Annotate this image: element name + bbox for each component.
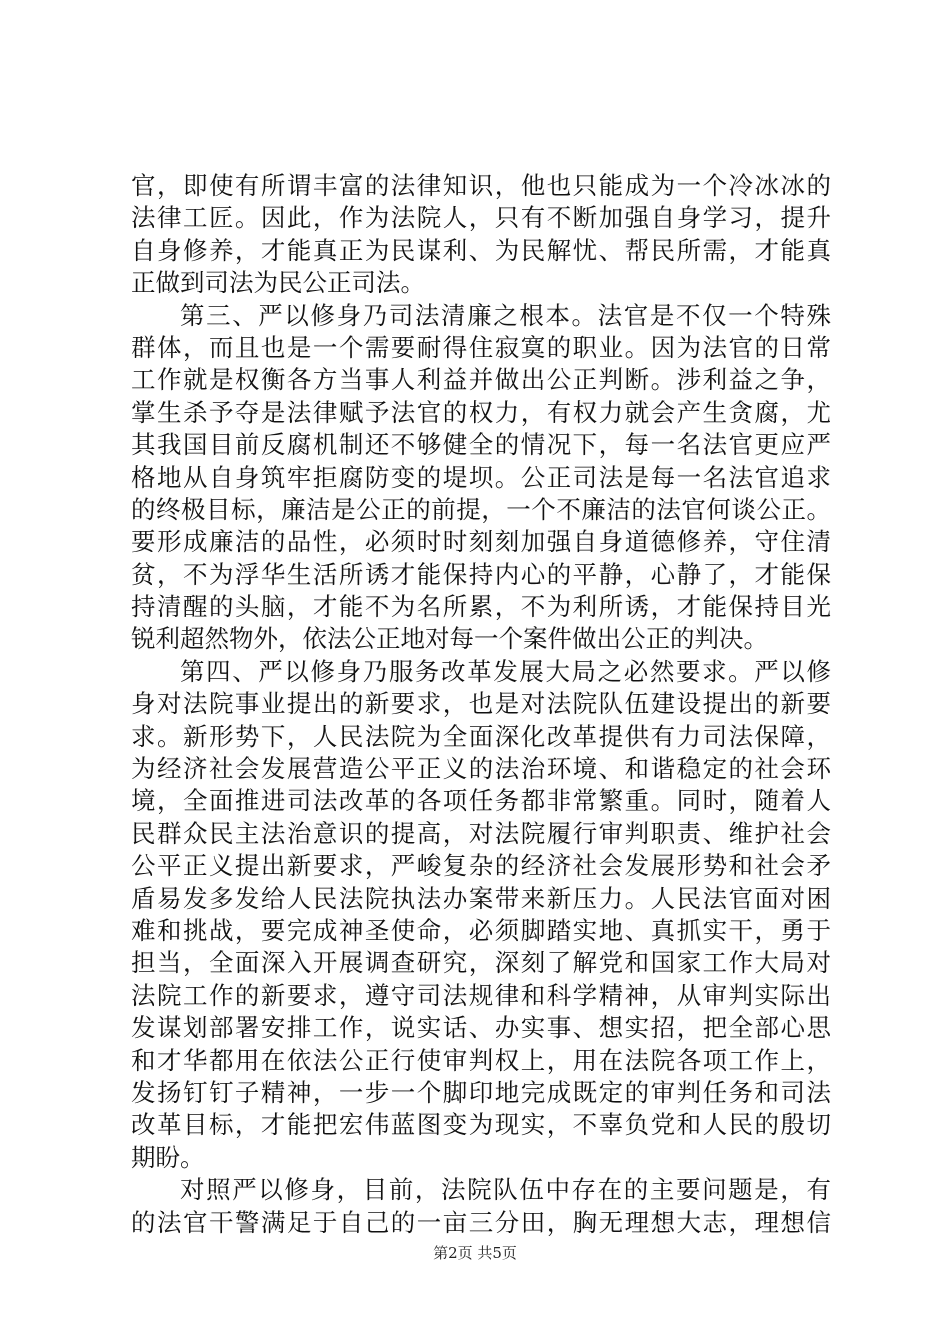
text-line: 的终极目标，廉洁是公正的前提，一个不廉洁的法官何谈公正。	[131, 494, 831, 524]
text-line: 担当，全面深入开展调查研究，深刻了解党和国家工作大局对	[131, 948, 831, 978]
text-line: 期盼。	[131, 1142, 205, 1172]
text-line: 官，即使有所谓丰富的法律知识，他也只能成为一个冷冰冰的	[131, 171, 831, 200]
text-line: 贫，不为浮华生活所诱才能保持内心的平静，心静了，才能保	[131, 559, 831, 589]
text-line: 求。新形势下，人民法院为全面深化改革提供有力司法保障，	[131, 721, 831, 751]
text-line: 第四、严以修身乃服务改革发展大局之必然要求。严以修	[180, 656, 831, 686]
page-footer: 第2页 共5页	[433, 1244, 517, 1262]
text-line: 自身修养，才能真正为民谋利、为民解忧、帮民所需，才能真	[131, 235, 831, 265]
text-line: 法院工作的新要求，遵守司法规律和科学精神，从审判实际出	[131, 980, 831, 1010]
text-line: 正做到司法为民公正司法。	[131, 268, 425, 298]
document-body	[131, 170, 831, 1239]
text-line: 群体，而且也是一个需要耐得住寂寞的职业。因为法官的日常	[131, 332, 831, 362]
text-line: 发扬钉钉子精神，一步一个脚印地完成既定的审判任务和司法	[131, 1077, 831, 1107]
text-line: 盾易发多发给人民法院执法办案带来新压力。人民法官面对困	[131, 883, 831, 913]
text-line: 掌生杀予夺是法律赋予法官的权力，有权力就会产生贪腐，尤	[131, 397, 831, 427]
text-line: 和才华都用在依法公正行使审判权上，用在法院各项工作上，	[131, 1045, 831, 1075]
text-line: 格地从自身筑牢拒腐防变的堤坝。公正司法是每一名法官追求	[131, 462, 831, 492]
text-line: 境，全面推进司法改革的各项任务都非常繁重。同时，随着人	[131, 786, 831, 816]
text-line: 第三、严以修身乃司法清廉之根本。法官是不仅一个特殊	[180, 300, 831, 330]
text-line: 难和挑战，要完成神圣使命，必须脚踏实地、真抓实干，勇于	[131, 915, 831, 945]
text-line: 锐利超然物外，依法公正地对每一个案件做出公正的判决。	[131, 624, 768, 654]
text-line: 持清醒的头脑，才能不为名所累，不为利所诱，才能保持目光	[131, 592, 831, 622]
text-line: 对照严以修身，目前，法院队伍中存在的主要问题是，有	[180, 1175, 831, 1205]
text-line: 公平正义提出新要求，严峻复杂的经济社会发展形势和社会矛	[131, 851, 831, 881]
text-line: 的法官干警满足于自己的一亩三分田，胸无理想大志，理想信	[131, 1207, 831, 1237]
text-line: 为经济社会发展营造公平正义的法治环境、和谐稳定的社会环	[131, 754, 831, 784]
text-line: 工作就是权衡各方当事人利益并做出公正判断。涉利益之争，	[131, 365, 831, 395]
text-line: 要形成廉洁的品性，必须时时刻刻加强自身道德修养，守住清	[131, 527, 831, 557]
text-line: 身对法院事业提出的新要求，也是对法院队伍建设提出的新要	[131, 689, 831, 719]
text-line: 民群众民主法治意识的提高，对法院履行审判职责、维护社会	[131, 818, 831, 848]
text-line: 改革目标，才能把宏伟蓝图变为现实，不辜负党和人民的殷切	[131, 1110, 831, 1140]
text-line: 法律工匠。因此，作为法院人，只有不断加强自身学习，提升	[131, 203, 831, 233]
text-line: 其我国目前反腐机制还不够健全的情况下，每一名法官更应严	[131, 430, 831, 460]
text-line: 发谋划部署安排工作，说实话、办实事、想实招，把全部心思	[131, 1013, 831, 1043]
